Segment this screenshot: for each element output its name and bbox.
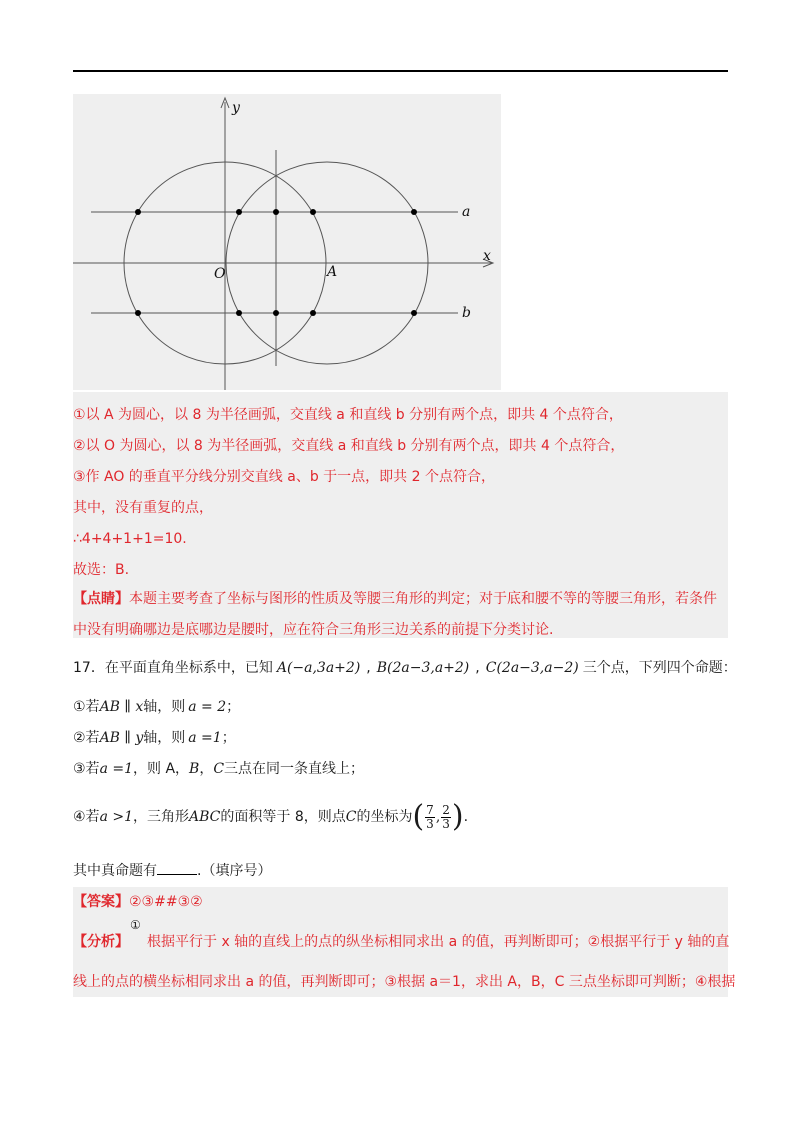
comment-text-1: 本题主要考查了坐标与图形的性质及等腰三角形的判定；对于底和腰不等的等腰三角形，若条件	[129, 591, 717, 607]
frac1-num: 7	[426, 802, 434, 817]
point	[411, 310, 417, 316]
solution-step-5: ∴4+4+1+1=10.	[73, 531, 187, 547]
frac2-num: 2	[442, 802, 450, 817]
answer-line	[73, 892, 203, 912]
prop2-prefix: ②若	[73, 730, 100, 746]
analysis-line-2: 线上的点的横坐标相同求出 a 的值，再判断即可；③根据 a＝1，求出 A，B，C 三点坐标即可判断；④根据	[73, 974, 736, 990]
prop4-value: a >1	[99, 809, 133, 825]
point	[411, 209, 417, 215]
solution-step-4: 其中，没有重复的点，	[73, 500, 213, 516]
prop4-mid: ，三角形	[133, 809, 189, 825]
answer-tag: 【答案】	[73, 894, 129, 910]
comment-line-1	[73, 589, 717, 609]
prop3-end: 三点在同一条直线上；	[224, 761, 365, 777]
prop2-math: AB ∥ y	[99, 730, 144, 746]
proposition-4	[73, 799, 469, 834]
prop4-mid3: 的坐标为	[356, 809, 413, 825]
coordinate-figure	[73, 94, 501, 390]
prop3-b: B	[189, 761, 200, 777]
origin-label: O	[214, 266, 226, 282]
proposition-1	[73, 697, 240, 717]
answer-text: ②③##③②	[129, 894, 203, 910]
point	[273, 209, 279, 215]
question-intro: 17．在平面直角坐标系中，已知 A(−a,3a+2) , B(2a−3,a+2) , C(2a−3,a−2) 三个点，下列四个命题：	[73, 660, 737, 676]
circles-diagram	[73, 94, 501, 390]
prop2-mid: 轴，则	[143, 730, 186, 746]
point-a-label: A	[327, 264, 338, 280]
prop4-end: .	[463, 809, 469, 825]
point	[236, 209, 242, 215]
prop3-c: C	[213, 761, 225, 777]
point	[135, 209, 141, 215]
solution-step-2: ②以 O 为圆心，以 8 为半径画弧，交直线 a 和直线 b 分别有两个点，即共 4 个点符合，	[73, 438, 625, 454]
solution-step-1: ①以 A 为圆心，以 8 为半径画弧，交直线 a 和直线 b 分别有两个点，即共 4 个点符合，	[73, 407, 623, 423]
prop2-end: ；	[221, 730, 236, 746]
analysis-line-1	[73, 932, 729, 952]
prop2-value: a =1	[188, 730, 222, 746]
y-label: y	[232, 100, 240, 116]
prop4-coordinate: ( $\frac{7}{3}$ , $\frac{2}{3}$ )	[412, 799, 464, 834]
prop4-abc: ABC	[189, 809, 221, 825]
comment-line-2: 中没有明确哪边是底哪边是腰时，应在符合三角形三边关系的前提下分类讨论.	[73, 622, 554, 638]
proposition-3: ③若a =1，则 A，B，C三点在同一条直线上；	[73, 761, 365, 777]
frac1-den: 3	[426, 816, 434, 831]
prop1-end: ；	[226, 699, 241, 715]
comment-tag: 【点睛】	[73, 591, 129, 607]
prop3-mid: ，则 A，	[133, 761, 190, 777]
truth-prefix: 其中真命题有	[73, 863, 157, 879]
frac2-den: 3	[442, 816, 450, 831]
prop4-c: C	[345, 809, 357, 825]
solution-step-3: ③作 AO 的垂直平分线分别交直线 a、b 于一点，即共 2 个点符合，	[73, 469, 495, 485]
point	[236, 310, 242, 316]
proposition-2	[73, 728, 236, 748]
prop1-mid: 轴，则	[143, 699, 186, 715]
point	[310, 209, 316, 215]
line-b-label: b	[462, 305, 471, 321]
point	[310, 310, 316, 316]
question-number: 17．在平面直角坐标系中，已知	[73, 660, 273, 676]
point-c-coord: C(2a−3,a−2)	[485, 660, 579, 676]
point	[273, 310, 279, 316]
analysis-circled-one: ①	[130, 918, 141, 932]
x-label: x	[483, 248, 491, 264]
analysis-tag: 【分析】	[73, 934, 129, 950]
question-tail: 三个点，下列四个命题：	[582, 660, 737, 676]
header-rule	[73, 70, 728, 72]
point-b-coord: B(2a−3,a+2)	[376, 660, 470, 676]
point-a-coord: A(−a,3a+2)	[276, 660, 361, 676]
analysis-text-1: 根据平行于 x 轴的直线上的点的纵坐标相同求出 a 的值，再判断即可；②根据平行于 y 轴的直	[147, 934, 730, 950]
line-a-label: a	[462, 204, 471, 220]
solution-step-6: 故选：B.	[73, 562, 130, 578]
prop1-prefix: ①若	[73, 699, 100, 715]
prop4-prefix: ④若	[73, 809, 100, 825]
point	[135, 310, 141, 316]
prop3-prefix: ③若	[73, 761, 100, 777]
truth-end: .（填序号）	[197, 863, 272, 879]
truth-prompt	[73, 860, 271, 881]
prop1-math: AB ∥ x	[99, 699, 144, 715]
prop4-mid2: 的面积等于 8，则点	[220, 809, 346, 825]
answer-blank	[157, 860, 197, 875]
prop3-value: a =1	[99, 761, 133, 777]
prop1-value: a = 2	[188, 699, 227, 715]
